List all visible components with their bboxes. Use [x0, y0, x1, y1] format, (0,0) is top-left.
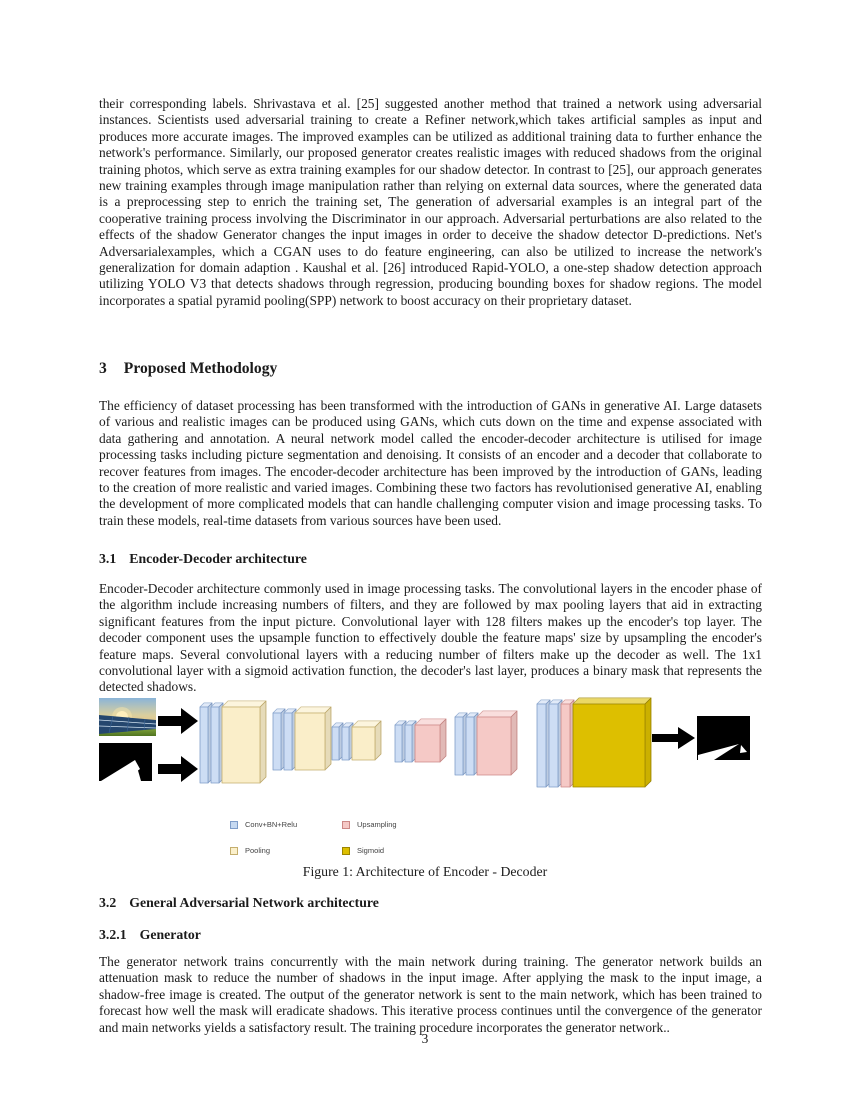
section-title: Encoder-Decoder architecture — [129, 551, 307, 566]
paragraph-section-3-2-1: The generator network trains concurrently with the main network during training. The generator network builds an attenuation mask to reduce the number of shadows in the input image. After applying the mask to the input image, a shadow-free image is created. The output of the generator network is sent to the main network, which has been trained to forecast how well the mask will eradicate shadows. This iterative process continues until the convergence of the generator and main networks yields a satisfactory result. The training procedure incorporates the generator network.. — [99, 954, 762, 1035]
paragraph-section-3: The efficiency of dataset processing has been transformed with the introduction of GANs in generative AI. Large datasets of various and realistic images can be produced using GANs, which cuts down on the time and expense associated with data gathering and annotation. A neural network model called the encoder-decoder architecture is utilised for image processing tasks including picture segmentation and denoising. It consists of an encoder and a decoder that collaborate to recover features from images. The encoder-decoder architecture has been improved by the introduction of GANs, leading to the creation of more realistic and varied images. Combining these two factors has revolutionised generative AI, enabling the development of more complicated models that can handle challenging computer vision and image processing tasks. To train these models, real-time datasets from various sources have been used. — [99, 398, 762, 528]
upsampling-color-swatch-icon — [342, 821, 350, 829]
encoder-decoder-blocks — [200, 698, 651, 787]
section-heading-3 — [99, 360, 277, 378]
section-number: 3.2.1 — [99, 927, 127, 942]
legend-label: Conv+BN+Relu — [245, 820, 298, 829]
paragraph-section-3-1: Encoder-Decoder architecture commonly used in image processing tasks. The convolutional layers in the encoder phase of the algorithm include increasing numbers of filters, and they are followed by max pooling layers that aid in extracting significant features from the input picture. Convolutional layer with 128 filters makes up the encoder's top layer. The decoder component uses the upsample function to effectively double the feature maps' size by upsampling the encoder's feature maps. Several convolutional layers with a reducing number of filters make up the decoder as well. The 1x1 convolutional layer with a sigmoid activation function, the decoder's last layer, produces a binary mask that represents the detected shadows. — [99, 581, 762, 695]
legend-item-conv — [230, 820, 342, 829]
input-shadow-mask-image — [99, 743, 152, 781]
section-title: Generator — [139, 927, 201, 942]
section-title: Proposed Methodology — [123, 360, 278, 377]
legend-label: Pooling — [245, 846, 271, 855]
legend-label: Sigmoid — [357, 846, 385, 855]
figure-encoder-decoder — [95, 693, 765, 808]
pooling-color-swatch-icon — [230, 847, 238, 855]
legend-item-sigmoid — [342, 846, 472, 855]
output-shadow-mask-image — [697, 716, 750, 760]
legend-label: Upsampling — [357, 820, 397, 829]
legend-item-upsampling — [342, 820, 472, 829]
arrow-right-icon — [158, 708, 198, 734]
input-photo-image — [99, 698, 156, 736]
section-number: 3 — [99, 360, 107, 377]
page-number: 3 — [421, 1031, 429, 1046]
section-number: 3.2 — [99, 895, 117, 910]
section-heading-3-1 — [99, 551, 307, 567]
section-heading-3-2 — [99, 895, 379, 911]
output-arrow-icon — [652, 727, 695, 749]
conv-color-swatch-icon — [230, 821, 238, 829]
legend-item-pooling — [230, 846, 342, 855]
section-title: General Adversarial Network architecture — [129, 895, 379, 910]
figure-legend — [230, 820, 472, 855]
sigmoid-color-swatch-icon — [342, 847, 350, 855]
section-number: 3.1 — [99, 551, 117, 566]
figure-caption: Figure 1: Architecture of Encoder - Decoder — [302, 864, 548, 879]
arrow-right-icon — [158, 756, 198, 782]
paragraph-related-work: their corresponding labels. Shrivastava et al. [25] suggested another method that trained a network using adversarial instances. Scientists used adversarial training to create a Refiner network,which takes artificial samples as input and produces more accurate images. The improved examples can be utilized as additional training data to further enhance the network's performance. Similarly, our proposed generator creates realistic images with reduced shadows from the original training photos, which serve as extra training examples for our shadow detector. In contrast to [25], our approach generates new training examples through image manipulation rather than relying on external data sources, where the generated data is a preprocessing step to enrich the training set, The generation of adversarial examples is an integral part of the cooperative training process involving the Discriminator in our approach. Adversarial perturbations are also related to the effects of the shadow Generator changes the input images in order to deceive the shadow detector D-predictions. Net's Adversarialexamples, which a CGAN uses to do feature engineering, can also be utilized to increase the network's generalization for domain adaption . Kaushal et al. [26] introduced Rapid-YOLO, a one-step shadow detection approach utilizing YOLO V3 that detects shadows through regression, producing bounding boxes for shadow regions. The model incorporates a spatial pyramid pooling(SPP) network to boost accuracy on their proprietary dataset. — [99, 96, 762, 308]
section-heading-3-2-1 — [99, 927, 201, 943]
